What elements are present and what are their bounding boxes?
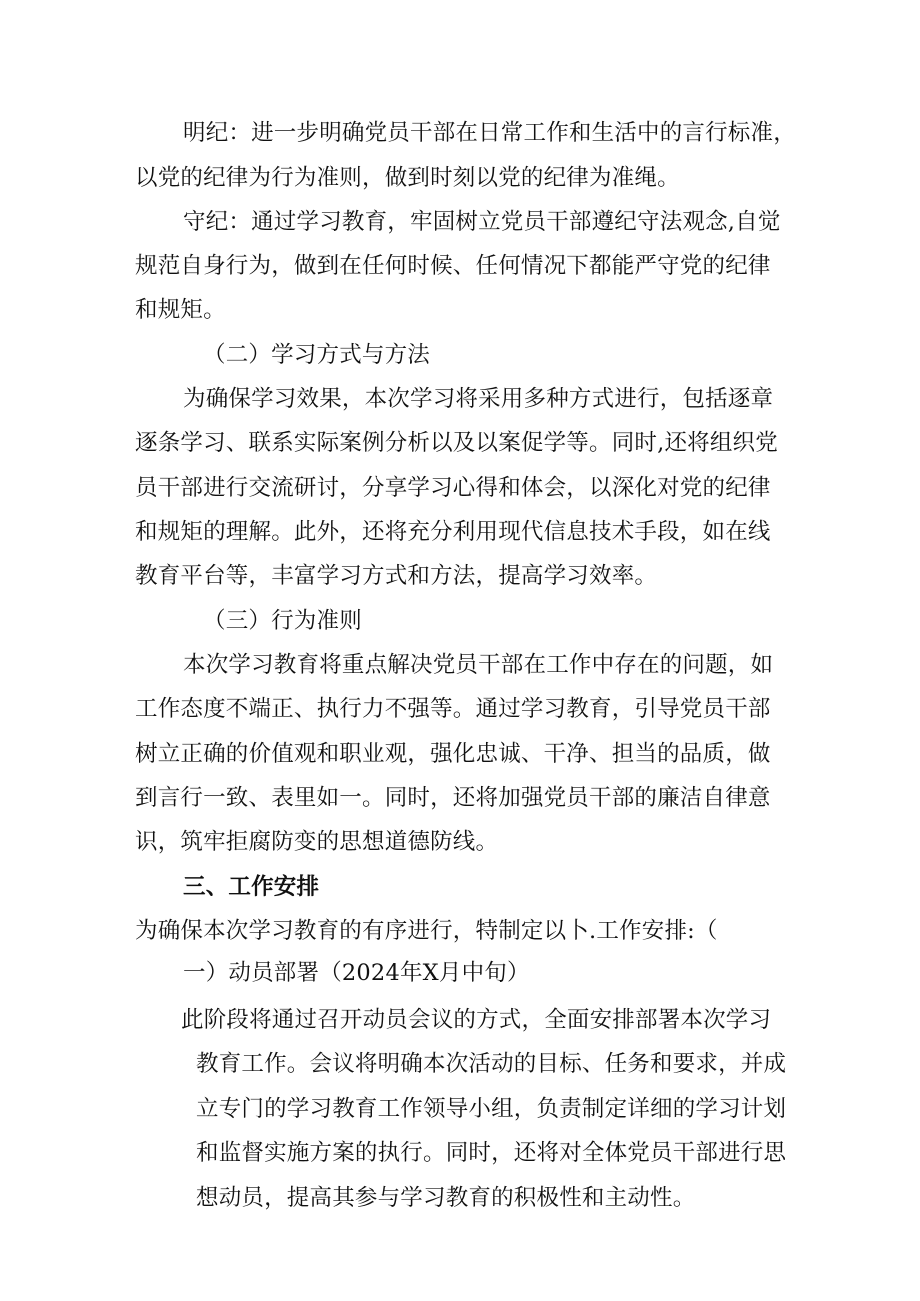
text-line: 员干部进行交流研讨，分享学习心得和体会，以深化对党的纪律 <box>135 475 771 501</box>
text-line: 到言行一致、表里如一。同时，还将加强党员干部的廉洁自律意 <box>135 785 771 811</box>
text-line: 想动员，提高其参与学习教育的积极性和主动性。 <box>196 1185 696 1211</box>
text-line: 立专门的学习教育工作领导小组，负责制定详细的学习计划 <box>196 1096 787 1122</box>
text-line: 逐条学习、联系实际案例分析以及以案促学等。同时,还将组织党 <box>135 430 778 456</box>
text-line: 此阶段将通过召开动员会议的方式，全面安排部署本次学习 <box>181 1007 772 1033</box>
text-line: 守纪：通过学习教育，牢固树立党员干部遵纪守法观念,自觉 <box>183 209 781 235</box>
subsection-heading: 一）动员部署（2024年X月中旬） <box>183 960 530 986</box>
text-line: 以党的纪律为行为准则，做到时刻以党的纪律为准绳。 <box>135 165 680 191</box>
text-line: 和监督实施方案的执行。同时，还将对全体党员干部进行思 <box>196 1140 787 1166</box>
text-line: 和规矩。 <box>135 297 226 323</box>
text-line: 树立正确的价值观和职业观，强化忠诚、干净、担当的品质，做 <box>135 741 771 767</box>
text-line: 规范自身行为，做到在任何时候、任何情况下都能严守党的纪律 <box>135 253 771 279</box>
text-line: 本次学习教育将重点解决党员干部在工作中存在的问题，如 <box>183 652 774 678</box>
text-line: 和规矩的理解。此外，还将充分利用现代信息技术手段，如在线 <box>135 519 771 545</box>
text-line: 明纪：进一步明确党员干部在日常工作和生活中的言行标准， <box>183 120 796 146</box>
text-line: 工作态度不端正、执行力不强等。通过学习教育，引导党员干部 <box>135 696 771 722</box>
chapter-heading: 三、工作安排 <box>183 874 320 900</box>
text-line: 教育工作。会议将明确本次活动的目标、任务和要求，并成 <box>196 1051 787 1077</box>
text-line: 为确保学习效果，本次学习将采用多种方式进行，包括逐章 <box>183 386 774 412</box>
text-line: 识，筑牢拒腐防变的思想道德防线。 <box>135 829 499 855</box>
section-heading: （二）学习方式与方法 <box>203 342 431 368</box>
section-heading: （三）行为准则 <box>203 608 362 634</box>
text-line: 教育平台等，丰富学习方式和方法，提高学习效率。 <box>135 563 658 589</box>
text-line: 为确保本次学习教育的有序进行，特制定以卜.工作安排:（ <box>135 918 718 944</box>
